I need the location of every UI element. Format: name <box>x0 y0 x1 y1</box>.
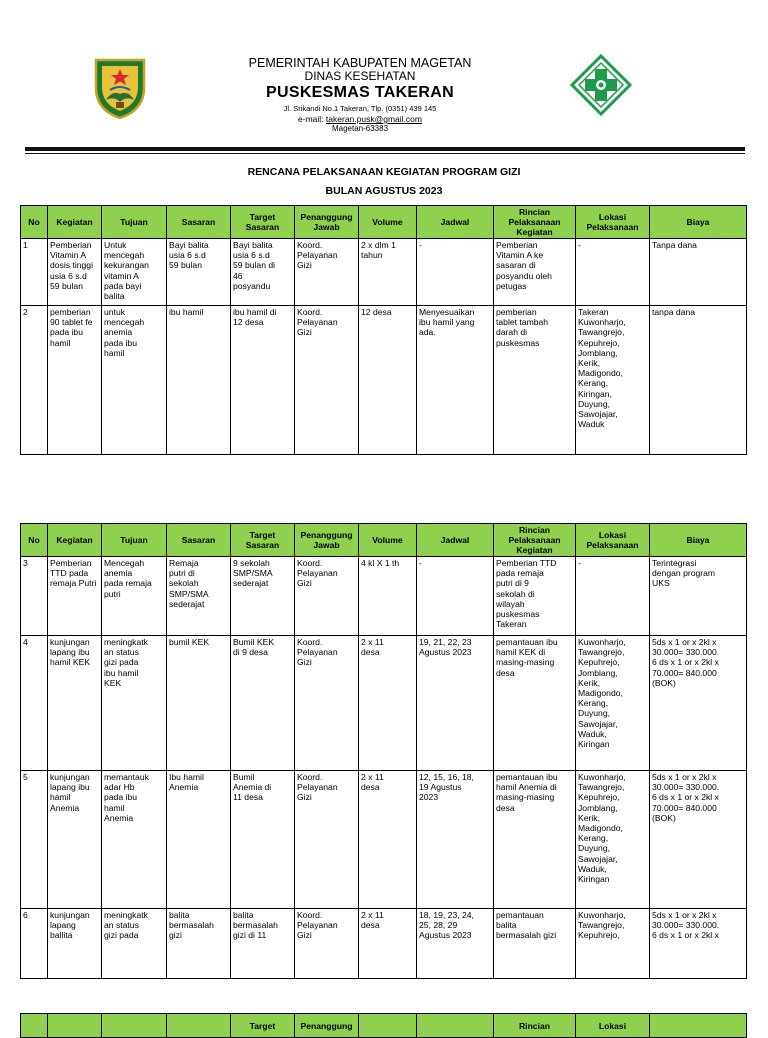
cell-no: 6 <box>21 909 48 979</box>
cell-lokasi: - <box>576 239 650 306</box>
cell-sasaran: Bayi balita usia 6 s.d 59 bulan <box>167 239 231 306</box>
column-header-no: No <box>21 524 48 557</box>
cell-kegiatan: kunjungan lapang ibu hamil Anemia <box>48 771 102 909</box>
cell-lokasi: Takeran Kuwonharjo, Tawangrejo, Kepuhrejo, Jomblang, Kerik, Madigondo, Kerang, Kiringan, Duyung, Sawojajar, Waduk <box>576 306 650 455</box>
cell-jadwal: 18, 19, 23, 24, 25, 28, 29 Agustus 2023 <box>417 909 494 979</box>
cell-sasaran: bumil KEK <box>167 636 231 771</box>
table-row <box>21 771 747 909</box>
cell-lokasi: Kuwonharjo, Tawangrejo, Kepuhrejo, Jomblang, Kerik, Madigondo, Kerang, Duyung, Sawojajar, Waduk, Kiringan <box>576 636 650 771</box>
cell-kegiatan: Pemberian Vitamin A dosis tinggi usia 6 s.d 59 bulan <box>48 239 102 306</box>
column-header-volume <box>359 1014 417 1038</box>
column-header-lokasi: Lokasi Pelaksanaan <box>576 524 650 557</box>
cell-penanggung-jawab: Koord. Pelayanan Gizi <box>295 306 359 455</box>
column-header-target: Target Sasaran <box>231 524 295 557</box>
cell-rincian: pemantauan ibu hamil Anemia di masing-masing desa <box>494 771 576 909</box>
column-header-volume: Volume <box>359 524 417 557</box>
table-row <box>21 557 747 636</box>
column-header-no <box>21 1014 48 1038</box>
letterhead-address: Jl. Srikandi No.1 Takeran, Tlp. (0351) 439 145 <box>283 104 437 113</box>
cell-jadwal: 19, 21, 22, 23 Agustus 2023 <box>417 636 494 771</box>
cell-rincian: Pemberian Vitamin A ke sasaran di posyandu oleh petugas <box>494 239 576 306</box>
kabupaten-magetan-crest-logo <box>92 54 148 120</box>
letterhead-city: Magetan-63383 <box>331 124 389 133</box>
column-header-penanggung-jawab: Penanggung <box>295 1014 359 1038</box>
table-row <box>21 239 747 306</box>
cell-kegiatan: pemberian 90 tablet fe pada ibu hamil <box>48 306 102 455</box>
column-header-jadwal: Jadwal <box>417 524 494 557</box>
cell-lokasi: Kuwonharjo, Tawangrejo, Kepuhrejo, Jomblang, Kerik, Madigondo, Kerang, Duyung, Sawojajar, Waduk, Kiringan <box>576 771 650 909</box>
cell-sasaran: ibu hamil <box>167 306 231 455</box>
cell-target: Bumil Anemia di 11 desa <box>231 771 295 909</box>
table-header-row <box>21 524 747 557</box>
program-table-2 <box>20 523 747 979</box>
document-title: RENCANA PELAKSANAAN KEGIATAN PROGRAM GIZI <box>247 166 521 178</box>
column-header-penanggung-jawab: Penanggung Jawab <box>295 206 359 239</box>
cell-kegiatan: Pemberian TTD pada remaja Putri <box>48 557 102 636</box>
cell-tujuan: meningkatk an status gizi pada <box>102 909 167 979</box>
column-header-rincian: Rincian Pelaksanaan Kegiatan <box>494 206 576 239</box>
cell-sasaran: Remaja putri di sekolah SMP/SMA sederajat <box>167 557 231 636</box>
column-header-lokasi: Lokasi Pelaksanaan <box>576 206 650 239</box>
cell-target: 9 sekolah SMP/SMA sederajat <box>231 557 295 636</box>
column-header-penanggung-jawab: Penanggung Jawab <box>295 524 359 557</box>
letterhead-divider-thin <box>25 153 745 154</box>
cell-no: 3 <box>21 557 48 636</box>
cell-penanggung-jawab: Koord. Pelayanan Gizi <box>295 771 359 909</box>
column-header-lokasi: Lokasi <box>576 1014 650 1038</box>
table-row <box>21 636 747 771</box>
letterhead-puskesmas: PUSKESMAS TAKERAN <box>266 84 454 101</box>
cell-biaya: 5ds x 1 or x 2kl x 30.000= 330.000. 6 ds x 1 or x 2kl x 70.000= 840.000 (BOK) <box>650 636 747 771</box>
cell-lokasi: Kuwonharjo, Tawangrejo, Kepuhrejo, <box>576 909 650 979</box>
column-header-jadwal <box>417 1014 494 1038</box>
cell-no: 1 <box>21 239 48 306</box>
cell-target: Bumil KEK di 9 desa <box>231 636 295 771</box>
column-header-biaya <box>650 1014 747 1038</box>
cell-jadwal: - <box>417 239 494 306</box>
letterhead-divider-thick <box>25 147 745 151</box>
letterhead-department: DINAS KESEHATAN <box>304 69 416 83</box>
cell-no: 5 <box>21 771 48 909</box>
cell-biaya: Terintegrasi dengan program UKS <box>650 557 747 636</box>
table-header-row <box>21 1014 747 1038</box>
cell-target: ibu hamil di 12 desa <box>231 306 295 455</box>
column-header-kegiatan: Kegiatan <box>48 524 102 557</box>
table-row <box>21 306 747 455</box>
column-header-sasaran <box>167 1014 231 1038</box>
letterhead-email-line <box>210 114 510 124</box>
cell-volume: 2 x 11 desa <box>359 771 417 909</box>
cell-tujuan: Untuk mencegah kekurangan vitamin A pada bayi balita <box>102 239 167 306</box>
cell-sasaran: Ibu hamil Anemia <box>167 771 231 909</box>
letterhead <box>210 56 510 134</box>
column-header-tujuan: Tujuan <box>102 206 167 239</box>
cell-tujuan: meningkatk an status gizi pada ibu hamil KEK <box>102 636 167 771</box>
column-header-rincian: Rincian Pelaksanaan Kegiatan <box>494 524 576 557</box>
cell-volume: 2 x 11 desa <box>359 636 417 771</box>
column-header-biaya: Biaya <box>650 206 747 239</box>
cell-volume: 2 x dlm 1 tahun <box>359 239 417 306</box>
cell-lokasi: - <box>576 557 650 636</box>
puskesmas-cross-logo <box>570 54 632 116</box>
table-row <box>21 909 747 979</box>
cell-volume: 12 desa <box>359 306 417 455</box>
column-header-sasaran: Sasaran <box>167 524 231 557</box>
program-table-1 <box>20 205 747 455</box>
column-header-no: No <box>21 206 48 239</box>
program-table-3 <box>20 1013 747 1038</box>
cell-penanggung-jawab: Koord. Pelayanan Gizi <box>295 239 359 306</box>
document-subtitle: BULAN AGUSTUS 2023 <box>325 185 443 197</box>
cell-rincian: pemantauan ibu hamil KEK di masing-masing desa <box>494 636 576 771</box>
cell-rincian: Pemberian TTD pada remaja putri di 9 sekolah di wilayah puskesmas Takeran <box>494 557 576 636</box>
cell-penanggung-jawab: Koord. Pelayanan Gizi <box>295 909 359 979</box>
email-link[interactable]: takeran.pusk@gmail.com <box>325 114 422 124</box>
cell-volume: 2 x 11 desa <box>359 909 417 979</box>
cell-kegiatan: kunjungan lapang ballita <box>48 909 102 979</box>
column-header-biaya: Biaya <box>650 524 747 557</box>
cell-jadwal: 12, 15, 16, 18, 19 Agustus 2023 <box>417 771 494 909</box>
cell-tujuan: untuk mencegah anemia pada ibu hamil <box>102 306 167 455</box>
cell-biaya: Tanpa dana <box>650 239 747 306</box>
email-label: e-mail: <box>298 114 326 124</box>
cell-penanggung-jawab: Koord. Pelayanan Gizi <box>295 636 359 771</box>
table-header-row <box>21 206 747 239</box>
column-header-target: Target <box>231 1014 295 1038</box>
cell-biaya: 5ds x 1 or x 2kl x 30.000= 330.000. 6 ds x 1 or x 2kl x <box>650 909 747 979</box>
cell-rincian: pemberian tablet tambah darah di puskesmas <box>494 306 576 455</box>
column-header-kegiatan <box>48 1014 102 1038</box>
column-header-volume: Volume <box>359 206 417 239</box>
cell-jadwal: - <box>417 557 494 636</box>
cell-no: 4 <box>21 636 48 771</box>
column-header-target: Target Sasaran <box>231 206 295 239</box>
cell-sasaran: balita bermasalah gizi <box>167 909 231 979</box>
column-header-sasaran: Sasaran <box>167 206 231 239</box>
cell-biaya: tanpa dana <box>650 306 747 455</box>
column-header-kegiatan: Kegiatan <box>48 206 102 239</box>
cell-jadwal: Menyesuaikan ibu hamil yang ada. <box>417 306 494 455</box>
column-header-jadwal: Jadwal <box>417 206 494 239</box>
cell-target: Bayi balita usia 6 s.d 59 bulan di 46 posyandu <box>231 239 295 306</box>
column-header-tujuan <box>102 1014 167 1038</box>
column-header-rincian: Rincian <box>494 1014 576 1038</box>
cell-volume: 4 kl X 1 th <box>359 557 417 636</box>
cell-kegiatan: kunjungan lapang ibu hamil KEK <box>48 636 102 771</box>
cell-biaya: 5ds x 1 or x 2kl x 30.000= 330.000. 6 ds x 1 or x 2kl x 70.000= 840.000 (BOK) <box>650 771 747 909</box>
column-header-tujuan: Tujuan <box>102 524 167 557</box>
cell-no: 2 <box>21 306 48 455</box>
cell-target: balita bermasalah gizi di 11 <box>231 909 295 979</box>
letterhead-government: PEMERINTAH KABUPATEN MAGETAN <box>248 56 472 70</box>
cell-tujuan: memantauk adar Hb pada ibu hamil Anemia <box>102 771 167 909</box>
cell-rincian: pemantauan balita bermasalah gizi <box>494 909 576 979</box>
cell-penanggung-jawab: Koord. Pelayanan Gizi <box>295 557 359 636</box>
cell-tujuan: Mencegah anemia pada remaja putri <box>102 557 167 636</box>
